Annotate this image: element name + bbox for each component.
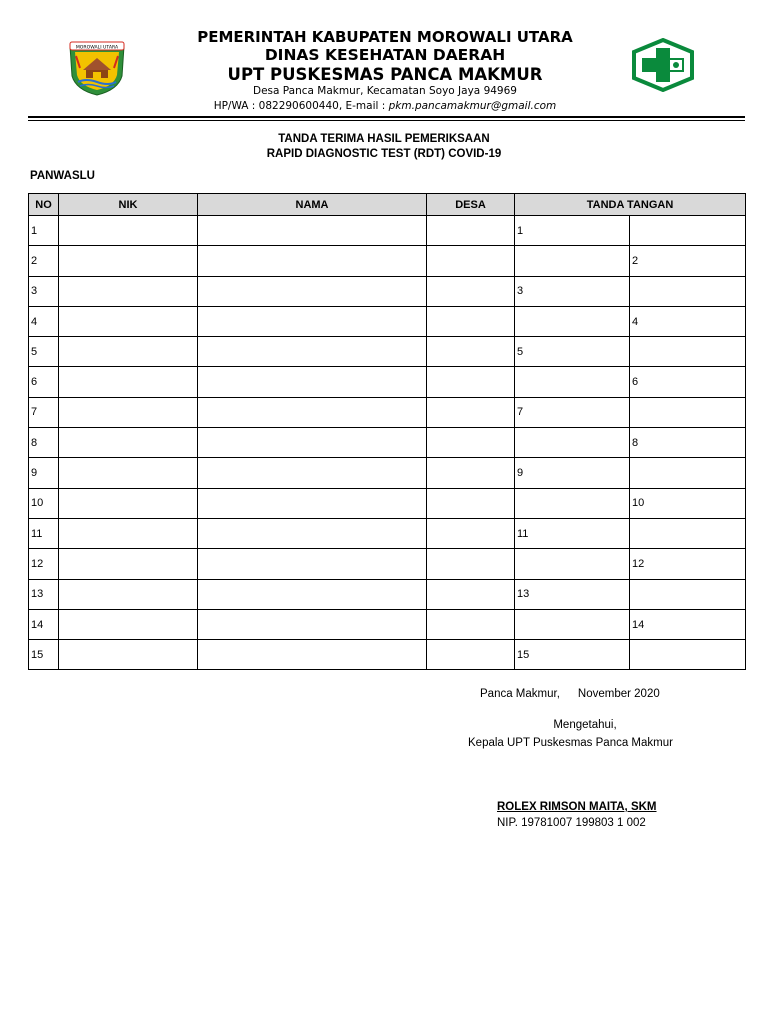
row-nik-cell xyxy=(59,276,198,306)
row-signature-right-cell xyxy=(630,397,746,427)
col-signature-header: TANDA TANGAN xyxy=(515,194,746,216)
table-row xyxy=(29,549,746,579)
row-signature-left-cell xyxy=(515,549,630,579)
row-desa-cell xyxy=(427,458,515,488)
row-nik-cell xyxy=(59,428,198,458)
row-no-cell: 4 xyxy=(29,306,59,336)
row-nama-cell xyxy=(198,367,427,397)
group-label: PANWASLU xyxy=(30,170,95,182)
contact-phone: HP/WA : 082290600440, E-mail : xyxy=(213,100,389,112)
row-signature-right-cell: 4 xyxy=(630,306,746,336)
crest-label: MOROWALI UTARA xyxy=(75,45,119,51)
receipt-table xyxy=(28,193,746,670)
header-government: PEMERINTAH KABUPATEN MOROWALI UTARA xyxy=(197,28,573,46)
row-desa-cell xyxy=(427,579,515,609)
row-nik-cell xyxy=(59,579,198,609)
row-nik-cell xyxy=(59,549,198,579)
morowali-utara-crest-icon xyxy=(66,38,128,96)
row-signature-right-cell xyxy=(630,337,746,367)
table-row xyxy=(29,458,746,488)
row-nama-cell xyxy=(198,458,427,488)
signatory-name: ROLEX RIMSON MAITA, SKM xyxy=(497,801,657,813)
row-signature-right-cell: 10 xyxy=(630,488,746,518)
row-nama-cell xyxy=(198,549,427,579)
row-signature-left-cell xyxy=(515,488,630,518)
table-row xyxy=(29,337,746,367)
letterhead xyxy=(0,0,768,120)
row-desa-cell xyxy=(427,609,515,639)
table-row xyxy=(29,428,746,458)
col-nama-header: NAMA xyxy=(198,194,427,216)
puskesmas-green-cross-icon xyxy=(628,38,698,92)
row-signature-right-cell xyxy=(630,276,746,306)
row-nik-cell xyxy=(59,367,198,397)
row-signature-left-cell: 11 xyxy=(515,518,630,548)
row-no-cell: 14 xyxy=(29,609,59,639)
table-row xyxy=(29,518,746,548)
row-desa-cell xyxy=(427,488,515,518)
row-nama-cell xyxy=(198,428,427,458)
table-row xyxy=(29,579,746,609)
row-nik-cell xyxy=(59,640,198,670)
row-signature-right-cell: 12 xyxy=(630,549,746,579)
row-signature-left-cell: 15 xyxy=(515,640,630,670)
row-signature-left-cell: 9 xyxy=(515,458,630,488)
table-row xyxy=(29,640,746,670)
row-desa-cell xyxy=(427,276,515,306)
row-signature-right-cell xyxy=(630,518,746,548)
row-no-cell: 8 xyxy=(29,428,59,458)
signature-role: Kepala UPT Puskesmas Panca Makmur xyxy=(468,737,673,749)
row-desa-cell xyxy=(427,549,515,579)
row-no-cell: 9 xyxy=(29,458,59,488)
row-desa-cell xyxy=(427,367,515,397)
row-desa-cell xyxy=(427,216,515,246)
row-desa-cell xyxy=(427,428,515,458)
row-signature-left-cell: 3 xyxy=(515,276,630,306)
table-row xyxy=(29,246,746,276)
row-signature-left-cell xyxy=(515,246,630,276)
document-title: TANDA TERIMA HASIL PEMERIKSAAN xyxy=(278,133,490,145)
signatory-nip: NIP. 19781007 199803 1 002 xyxy=(497,817,646,829)
document-subtitle: RAPID DIAGNOSTIC TEST (RDT) COVID-19 xyxy=(266,148,502,160)
table-row xyxy=(29,488,746,518)
row-desa-cell xyxy=(427,518,515,548)
row-no-cell: 15 xyxy=(29,640,59,670)
table-row xyxy=(29,397,746,427)
row-nama-cell xyxy=(198,488,427,518)
signature-acknowledged: Mengetahui, xyxy=(553,719,617,731)
signature-date xyxy=(480,688,768,700)
row-no-cell: 7 xyxy=(29,397,59,427)
row-signature-right-cell xyxy=(630,579,746,609)
row-nama-cell xyxy=(198,276,427,306)
row-signature-left-cell: 7 xyxy=(515,397,630,427)
row-nama-cell xyxy=(198,518,427,548)
table-body xyxy=(29,216,746,670)
row-signature-right-cell xyxy=(630,216,746,246)
table-row xyxy=(29,306,746,336)
row-nama-cell xyxy=(198,246,427,276)
row-signature-right-cell: 14 xyxy=(630,609,746,639)
row-nik-cell xyxy=(59,609,198,639)
row-nama-cell xyxy=(198,216,427,246)
row-no-cell: 5 xyxy=(29,337,59,367)
row-nama-cell xyxy=(198,306,427,336)
row-nama-cell xyxy=(198,579,427,609)
col-nik-header: NIK xyxy=(59,194,198,216)
row-desa-cell xyxy=(427,397,515,427)
letterhead-rule-thin xyxy=(28,120,745,121)
row-signature-right-cell: 8 xyxy=(630,428,746,458)
table-row xyxy=(29,276,746,306)
row-signature-left-cell: 13 xyxy=(515,579,630,609)
row-signature-left-cell xyxy=(515,428,630,458)
header-address: Desa Panca Makmur, Kecamatan Soyo Jaya 94969 xyxy=(253,85,517,97)
row-signature-left-cell xyxy=(515,609,630,639)
row-signature-left-cell: 5 xyxy=(515,337,630,367)
row-no-cell: 3 xyxy=(29,276,59,306)
col-desa-header: DESA xyxy=(427,194,515,216)
row-nama-cell xyxy=(198,397,427,427)
row-signature-left-cell xyxy=(515,367,630,397)
row-signature-right-cell xyxy=(630,640,746,670)
table-row xyxy=(29,609,746,639)
signature-month: November 2020 xyxy=(577,688,660,700)
table-row xyxy=(29,367,746,397)
row-nik-cell xyxy=(59,246,198,276)
col-no-header: NO xyxy=(29,194,59,216)
row-nik-cell xyxy=(59,216,198,246)
header-department: DINAS KESEHATAN DAERAH xyxy=(264,46,506,64)
row-desa-cell xyxy=(427,306,515,336)
row-desa-cell xyxy=(427,337,515,367)
row-signature-right-cell: 2 xyxy=(630,246,746,276)
row-signature-right-cell: 6 xyxy=(630,367,746,397)
table-row xyxy=(29,216,746,246)
row-nik-cell xyxy=(59,306,198,336)
row-signature-right-cell xyxy=(630,458,746,488)
row-no-cell: 10 xyxy=(29,488,59,518)
row-desa-cell xyxy=(427,246,515,276)
signature-place: Panca Makmur, xyxy=(480,688,560,700)
row-nik-cell xyxy=(59,518,198,548)
row-no-cell: 6 xyxy=(29,367,59,397)
row-signature-left-cell: 1 xyxy=(515,216,630,246)
row-nama-cell xyxy=(198,609,427,639)
table-header-row xyxy=(29,194,746,216)
header-institution: UPT PUSKESMAS PANCA MAKMUR xyxy=(227,65,543,84)
row-no-cell: 13 xyxy=(29,579,59,609)
row-nik-cell xyxy=(59,488,198,518)
row-no-cell: 1 xyxy=(29,216,59,246)
row-signature-left-cell xyxy=(515,306,630,336)
contact-email: pkm.pancamakmur@gmail.com xyxy=(388,100,557,112)
row-nama-cell xyxy=(198,337,427,367)
row-no-cell: 2 xyxy=(29,246,59,276)
row-nik-cell xyxy=(59,458,198,488)
letterhead-rule-thick xyxy=(28,116,745,118)
header-contact xyxy=(180,100,590,112)
row-nik-cell xyxy=(59,337,198,367)
row-nama-cell xyxy=(198,640,427,670)
row-no-cell: 12 xyxy=(29,549,59,579)
row-nik-cell xyxy=(59,397,198,427)
row-desa-cell xyxy=(427,640,515,670)
row-no-cell: 11 xyxy=(29,518,59,548)
